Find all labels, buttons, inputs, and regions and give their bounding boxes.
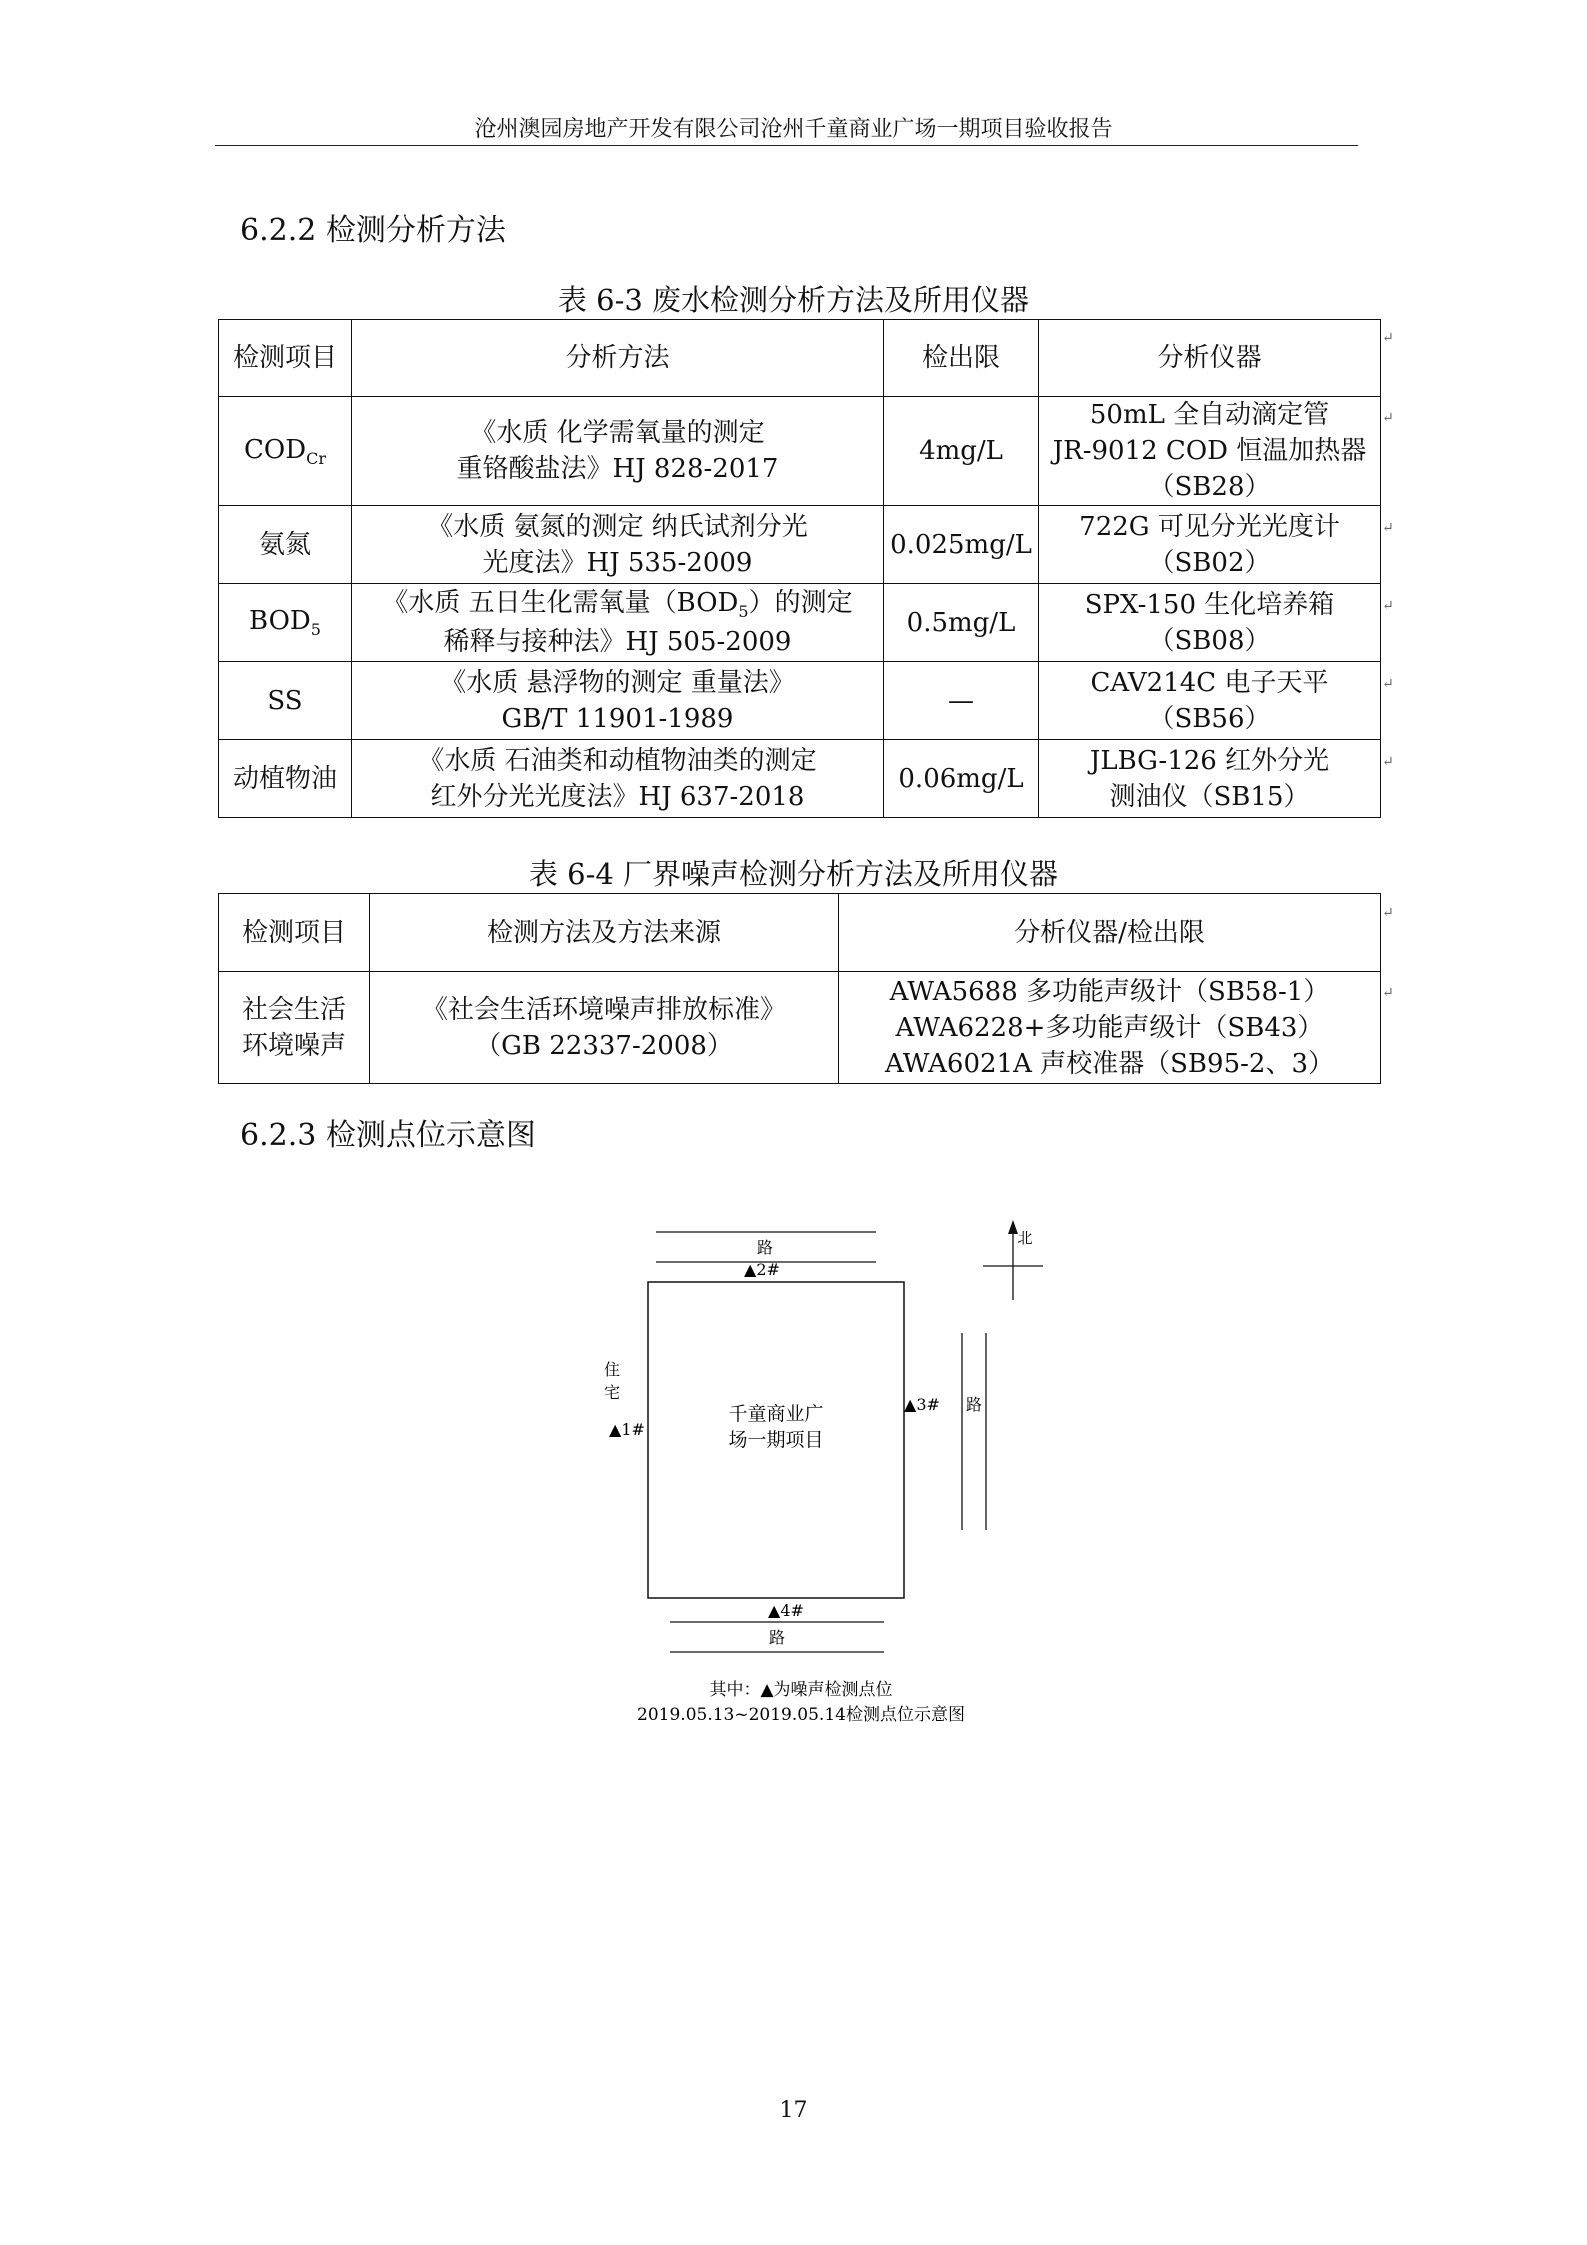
paragraph-mark: ↵	[1382, 410, 1394, 426]
limit-cell: —	[884, 662, 1039, 740]
road-top-label: 路	[756, 1238, 774, 1257]
paragraph-mark: ↵	[1382, 754, 1394, 770]
table-header-cell: 分析仪器	[1039, 320, 1381, 397]
monitoring-point-4: ▲4#	[768, 1601, 804, 1620]
method-cell: 《水质 石油类和动植物油类的测定 红外分光光度法》HJ 637-2018	[352, 740, 884, 818]
item-cell: 动植物油	[219, 740, 352, 818]
limit-cell: 4mg/L	[884, 397, 1039, 506]
limit-cell: 0.06mg/L	[884, 740, 1039, 818]
residence-label: 住	[603, 1360, 621, 1379]
paragraph-mark: ↵	[1382, 330, 1394, 346]
road-bottom-label: 路	[768, 1628, 786, 1647]
item-cell: SS	[219, 662, 352, 740]
item-cell: $BOD_5$	[219, 584, 352, 662]
table-header-cell: 检出限	[884, 320, 1039, 397]
table-header-cell: 检测方法及方法来源	[370, 894, 839, 972]
residence-label: 宅	[603, 1383, 621, 1402]
instrument-cell: 50mL 全自动滴定管 JR-9012 COD 恒温加热器 （SB28）	[1039, 397, 1381, 506]
paragraph-mark: ↵	[1382, 905, 1394, 921]
table-6-4-caption: 表 6-4 厂界噪声检测分析方法及所用仪器	[528, 857, 1059, 891]
north-label: 北	[1017, 1229, 1033, 1247]
section-title-622: 6.2.2 检测分析方法	[240, 213, 506, 248]
project-label: 千童商业广	[728, 1403, 824, 1425]
monitoring-point-1: ▲1#	[609, 1420, 645, 1439]
instrument-cell: JLBG-126 红外分光 测油仪（SB15）	[1039, 740, 1381, 818]
instrument-cell: SPX-150 生化培养箱 （SB08）	[1039, 584, 1381, 662]
table-header-cell: 分析方法	[352, 320, 884, 397]
method-cell: 《水质 化学需氧量的测定 重铬酸盐法》HJ 828-2017	[352, 397, 884, 506]
table-header-cell: 检测项目	[219, 894, 370, 972]
instrument-cell: CAV214C 电子天平 （SB56）	[1039, 662, 1381, 740]
method-cell: 《水质 悬浮物的测定 重量法》 GB/T 11901-1989	[352, 662, 884, 740]
method-cell: 《社会生活环境噪声排放标准》 （GB 22337-2008）	[370, 972, 839, 1084]
paragraph-mark: ↵	[1382, 520, 1394, 536]
diagram-legend: 其中：▲为噪声检测点位	[709, 1680, 893, 1700]
table-6-3-caption: 表 6-3 废水检测分析方法及所用仪器	[557, 283, 1030, 317]
limit-cell: 0.5mg/L	[884, 584, 1039, 662]
paragraph-mark: ↵	[1382, 676, 1394, 692]
instrument-cell: AWA5688 多功能声级计（SB58-1） AWA6228+多功能声级计（SB43） AWA6021A 声校准器（SB95-2、3）	[839, 972, 1381, 1084]
road-right-label: 路	[965, 1395, 983, 1414]
table-header-cell: 检测项目	[219, 320, 352, 397]
limit-cell: 0.025mg/L	[884, 506, 1039, 584]
monitoring-point-3: ▲3#	[904, 1395, 940, 1414]
method-cell: 《水质 五日生化需氧量$(BOD_5)$的测定 稀释与接种法》HJ 505-2009	[352, 584, 884, 662]
table-header-cell: 分析仪器/检出限	[839, 894, 1381, 972]
diagram-subtitle: 2019.05.13~2019.05.14检测点位示意图	[637, 1705, 965, 1725]
monitoring-point-2: ▲2#	[744, 1260, 780, 1279]
item-cell: 氨氮	[219, 506, 352, 584]
section-title-623: 6.2.3 检测点位示意图	[240, 1118, 536, 1153]
page-number: 17	[779, 2098, 808, 2123]
item-cell: 社会生活 环境噪声	[219, 972, 370, 1084]
page-header: 沧州澳园房地产开发有限公司沧州千童商业广场一期项目验收报告	[474, 117, 1113, 142]
paragraph-mark: ↵	[1382, 985, 1394, 1001]
project-label: 场一期项目	[728, 1429, 824, 1451]
method-cell: 《水质 氨氮的测定 纳氏试剂分光 光度法》HJ 535-2009	[352, 506, 884, 584]
paragraph-mark: ↵	[1382, 598, 1394, 614]
instrument-cell: 722G 可见分光光度计 （SB02）	[1039, 506, 1381, 584]
item-cell: $COD_{Cr}$	[219, 397, 352, 506]
